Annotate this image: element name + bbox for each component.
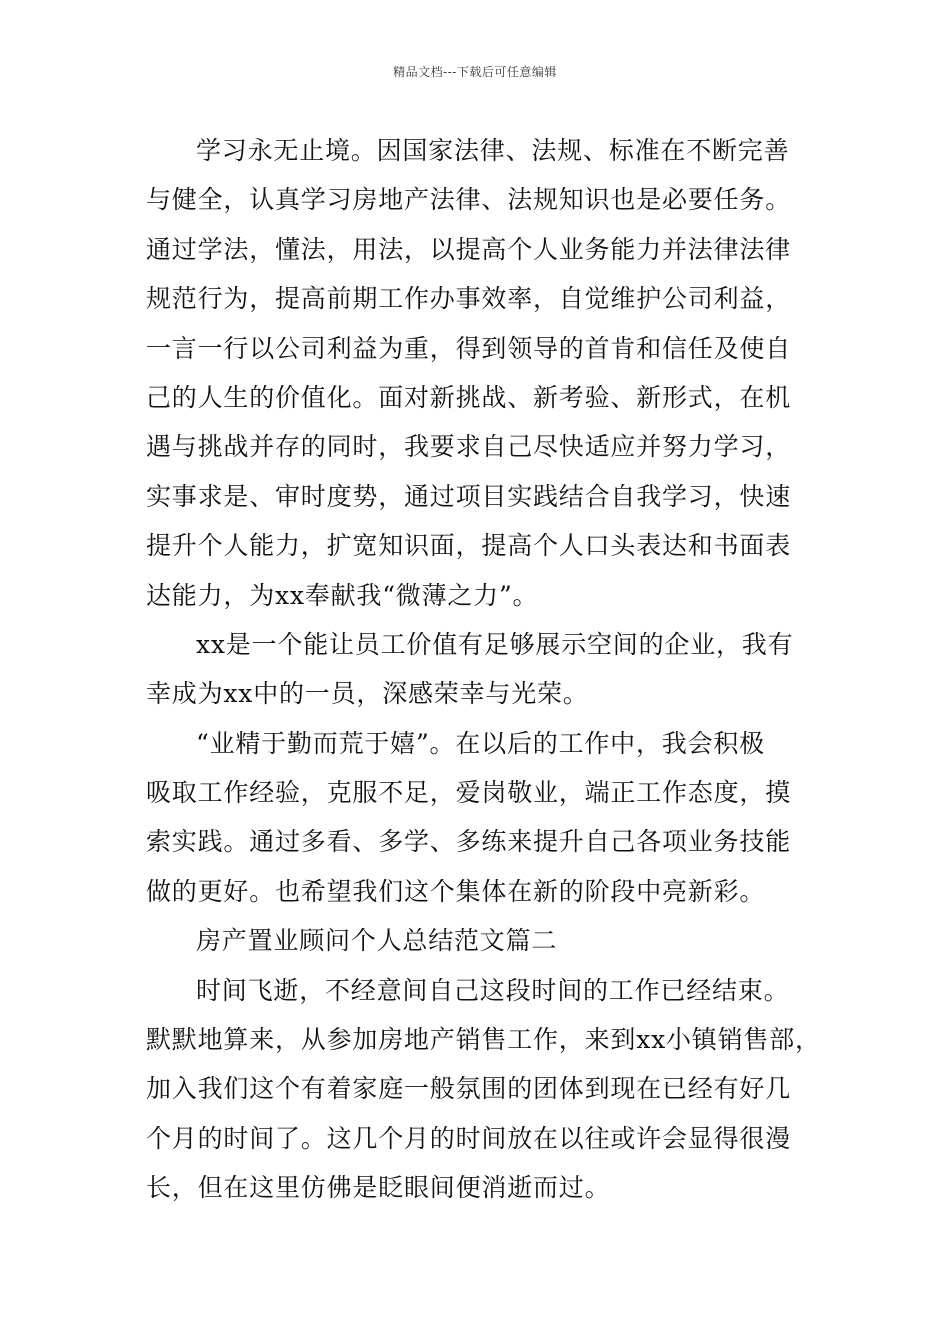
paragraph-line: 提升个人能力，扩宽知识面，提高个人口头表达和书面表: [146, 531, 792, 561]
paragraph-line: 索实践。通过多看、多学、多练来提升自己各项业务技能: [146, 827, 792, 857]
page-header: 精品文档---下载后可任意编辑: [393, 65, 557, 79]
paragraph-line: 吸取工作经验，克服不足，爱岗敬业，端正工作态度，摸: [146, 778, 792, 808]
paragraph-line: 学习永无止境。因国家法律、法规、标准在不断完善: [196, 136, 790, 165]
paragraph-line: 幸成为xx中的一员，深感荣幸与光荣。: [146, 679, 589, 709]
paragraph-line: 己的人生的价值化。面对新挑战、新考验、新形式，在机: [146, 382, 792, 412]
paragraph-line: 加入我们这个有着家庭一般氛围的团体到现在已经有好几: [146, 1074, 792, 1104]
document-body: [146, 126, 836, 1213]
paragraph-line: 长，但在这里仿佛是眨眼间便消逝而过。: [146, 1173, 611, 1203]
paragraph-line: 与健全，认真学习房地产法律、法规知识也是必要任务。: [146, 185, 792, 215]
paragraph-line: 一言一行以公司利益为重，得到领导的首肯和信任及使自: [146, 333, 792, 363]
paragraph-line: “业精于勤而荒于嬉”。在以后的工作中，我会积极: [196, 728, 765, 758]
paragraph-line: 做的更好。也希望我们这个集体在新的阶段中亮新彩。: [146, 876, 766, 906]
paragraph-line: 实事求是、审时度势，通过项目实践结合自我学习，快速: [146, 481, 792, 511]
paragraph-line: 遇与挑战并存的同时，我要求自己尽快适应并努力学习，: [146, 432, 792, 462]
paragraph-line: 时间飞逝，不经意间自己这段时间的工作已经结束。: [196, 975, 790, 1005]
paragraph-line: 达能力，为xx奉献我“微薄之力”。: [146, 580, 539, 610]
paragraph-line: 默默地算来，从参加房地产销售工作，来到xx小镇销售部，: [146, 1025, 821, 1055]
paragraph-line: 通过学法，懂法，用法，以提高个人业务能力并法律法律: [146, 234, 792, 264]
section-heading: 房产置业顾问个人总结范文篇二: [196, 926, 558, 956]
paragraph-line: 个月的时间了。这几个月的时间放在以往或许会显得很漫: [146, 1123, 792, 1153]
paragraph-line: 规范行为，提高前期工作办事效率，自觉维护公司利益，: [146, 284, 792, 314]
paragraph-line: xx是一个能让员工价值有足够展示空间的企业，我有: [196, 629, 794, 659]
